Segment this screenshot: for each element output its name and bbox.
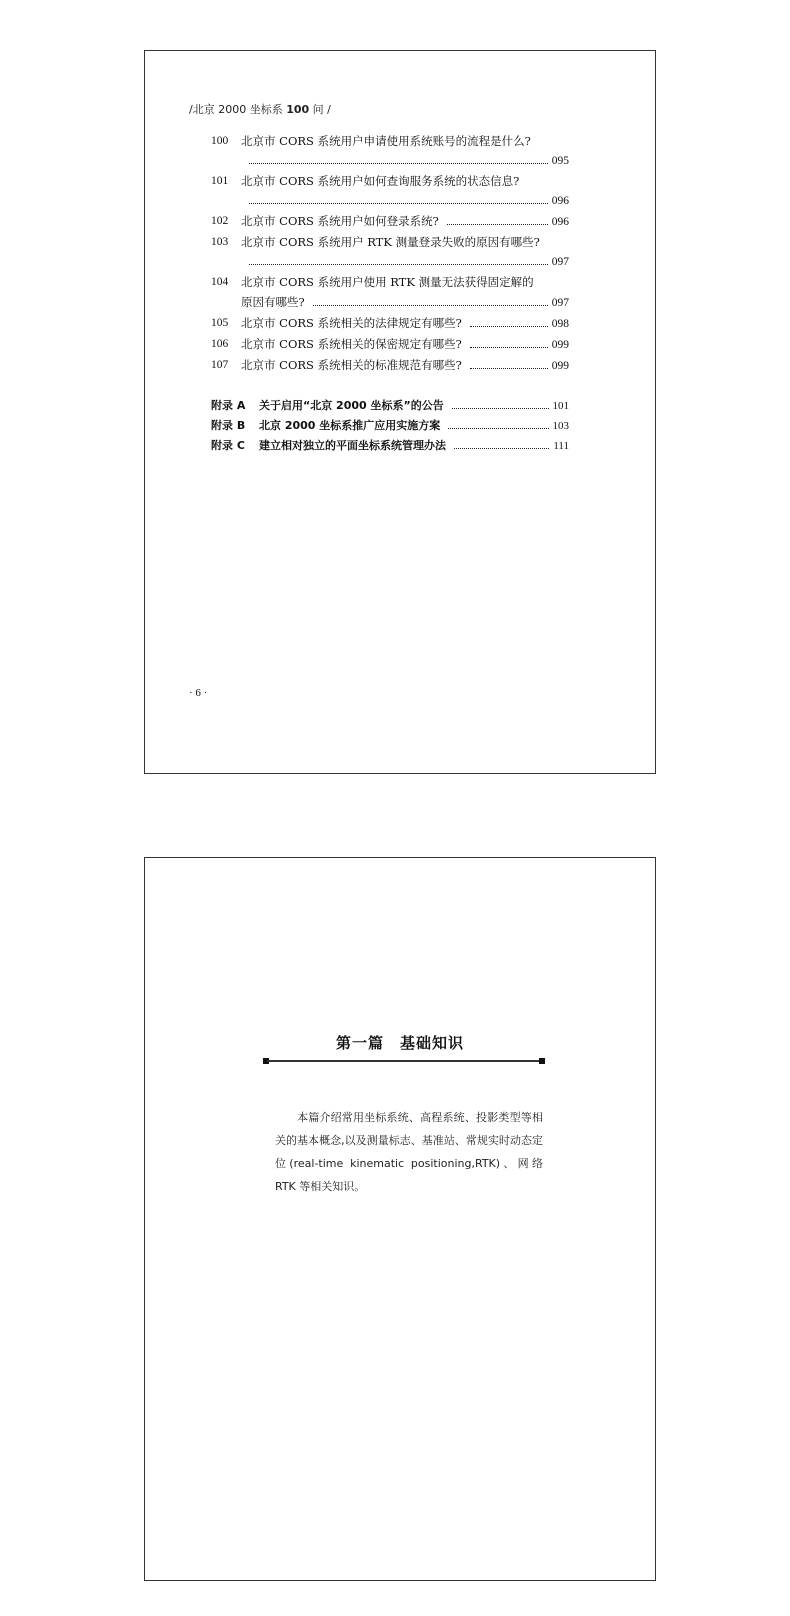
toc-page	[144, 50, 656, 774]
toc-entry-line	[241, 211, 569, 232]
toc-entry-line	[241, 292, 569, 313]
dot-leader	[452, 408, 549, 409]
toc-entry-title: 北京市 CORS 系统用户使用 RTK 测量无法获得固定解的	[241, 275, 534, 289]
toc-appendix	[211, 436, 569, 456]
toc-entry-number: 105	[211, 317, 229, 329]
appendix-title: 关于启用“北京 2000 坐标系”的公告	[259, 399, 444, 412]
appendix-page: 111	[553, 440, 569, 452]
page-number: · 6 ·	[189, 687, 208, 699]
header-suffix: 问 /	[309, 103, 331, 116]
toc-entry-number: 106	[211, 338, 229, 350]
toc-entry	[211, 131, 569, 171]
running-header	[189, 101, 331, 117]
dot-leader	[448, 428, 548, 429]
toc-entry-title: 北京市 CORS 系统用户如何登录系统?	[241, 214, 439, 228]
toc-entry-line	[241, 151, 569, 171]
appendix-page: 101	[552, 400, 569, 412]
toc-entry-number: 101	[211, 175, 229, 187]
dot-leader	[249, 163, 548, 164]
toc-appendix	[211, 396, 569, 416]
dot-leader	[470, 347, 548, 348]
toc-entry-page: 099	[551, 360, 569, 372]
part-title: 第一篇 基础知识	[335, 1034, 464, 1052]
dot-leader	[470, 326, 548, 327]
dot-leader	[454, 448, 549, 449]
toc-entry-title: 北京市 CORS 系统用户 RTK 测量登录失败的原因有哪些?	[241, 235, 540, 249]
toc-entry	[211, 272, 569, 313]
toc-entry-number: 103	[211, 236, 229, 248]
toc-spacer	[211, 376, 569, 396]
toc-entry-number: 102	[211, 215, 229, 227]
toc-entry	[211, 171, 569, 211]
title-rule	[263, 1058, 545, 1064]
rule-bar	[267, 1060, 541, 1062]
toc-appendix	[211, 416, 569, 436]
toc-entry-title: 北京市 CORS 系统相关的标准规范有哪些?	[241, 358, 462, 372]
toc-entry-page: 098	[551, 318, 569, 330]
toc-entry-line	[241, 171, 569, 191]
toc-entry-page: 097	[551, 256, 569, 268]
toc-entry-page: 096	[551, 195, 569, 207]
appendix-label: 附录 A	[211, 399, 246, 412]
toc-entry-title: 原因有哪些?	[241, 295, 305, 309]
toc-entry-line	[241, 191, 569, 211]
toc-entry-number: 104	[211, 276, 229, 288]
toc-entry-line	[241, 232, 569, 252]
toc-entry	[211, 313, 569, 334]
dot-leader	[470, 368, 548, 369]
dot-leader	[249, 203, 548, 204]
toc-entry-page: 099	[551, 339, 569, 351]
appendix-title: 建立相对独立的平面坐标系统管理办法	[259, 439, 446, 452]
appendix-label: 附录 B	[211, 419, 246, 432]
toc-entry-title: 北京市 CORS 系统用户申请使用系统账号的流程是什么?	[241, 134, 531, 148]
rule-right-square	[539, 1058, 545, 1064]
toc-entry-line	[241, 313, 569, 334]
header-bold: 100	[286, 103, 310, 116]
appendix-page: 103	[552, 420, 569, 432]
toc-entry-title: 北京市 CORS 系统相关的保密规定有哪些?	[241, 337, 462, 351]
toc-entry-line	[241, 252, 569, 272]
toc-entry-page: 096	[551, 216, 569, 228]
header-prefix: /北京 2000 坐标系	[189, 103, 287, 116]
appendix-label: 附录 C	[211, 439, 245, 452]
dot-leader	[249, 264, 548, 265]
appendix-title: 北京 2000 坐标系推广应用实施方案	[259, 419, 441, 432]
toc-entry	[211, 334, 569, 355]
dot-leader	[313, 305, 548, 306]
toc-entry	[211, 211, 569, 232]
toc-entry-line	[241, 334, 569, 355]
toc-entry	[211, 355, 569, 376]
toc-entry-line	[241, 272, 569, 292]
toc-entry-page: 097	[551, 297, 569, 309]
toc-entry-line	[241, 355, 569, 376]
table-of-contents	[211, 131, 569, 456]
toc-entry-title: 北京市 CORS 系统相关的法律规定有哪些?	[241, 316, 462, 330]
part-intro: 本篇介绍常用坐标系统、高程系统、投影类型等相关的基本概念,以及测量标志、基准站、常规实时动态定位(real-time kinematic positioning,RTK)、网络 RTK 等相关知识。	[275, 1111, 543, 1193]
toc-entry-line	[241, 131, 569, 151]
part-opening-page	[144, 857, 656, 1581]
toc-entry-number: 100	[211, 135, 229, 147]
toc-entry	[211, 232, 569, 272]
toc-entry-page: 095	[551, 155, 569, 167]
toc-entry-number: 107	[211, 359, 229, 371]
dot-leader	[447, 224, 548, 225]
toc-entry-title: 北京市 CORS 系统用户如何查询服务系统的状态信息?	[241, 174, 520, 188]
